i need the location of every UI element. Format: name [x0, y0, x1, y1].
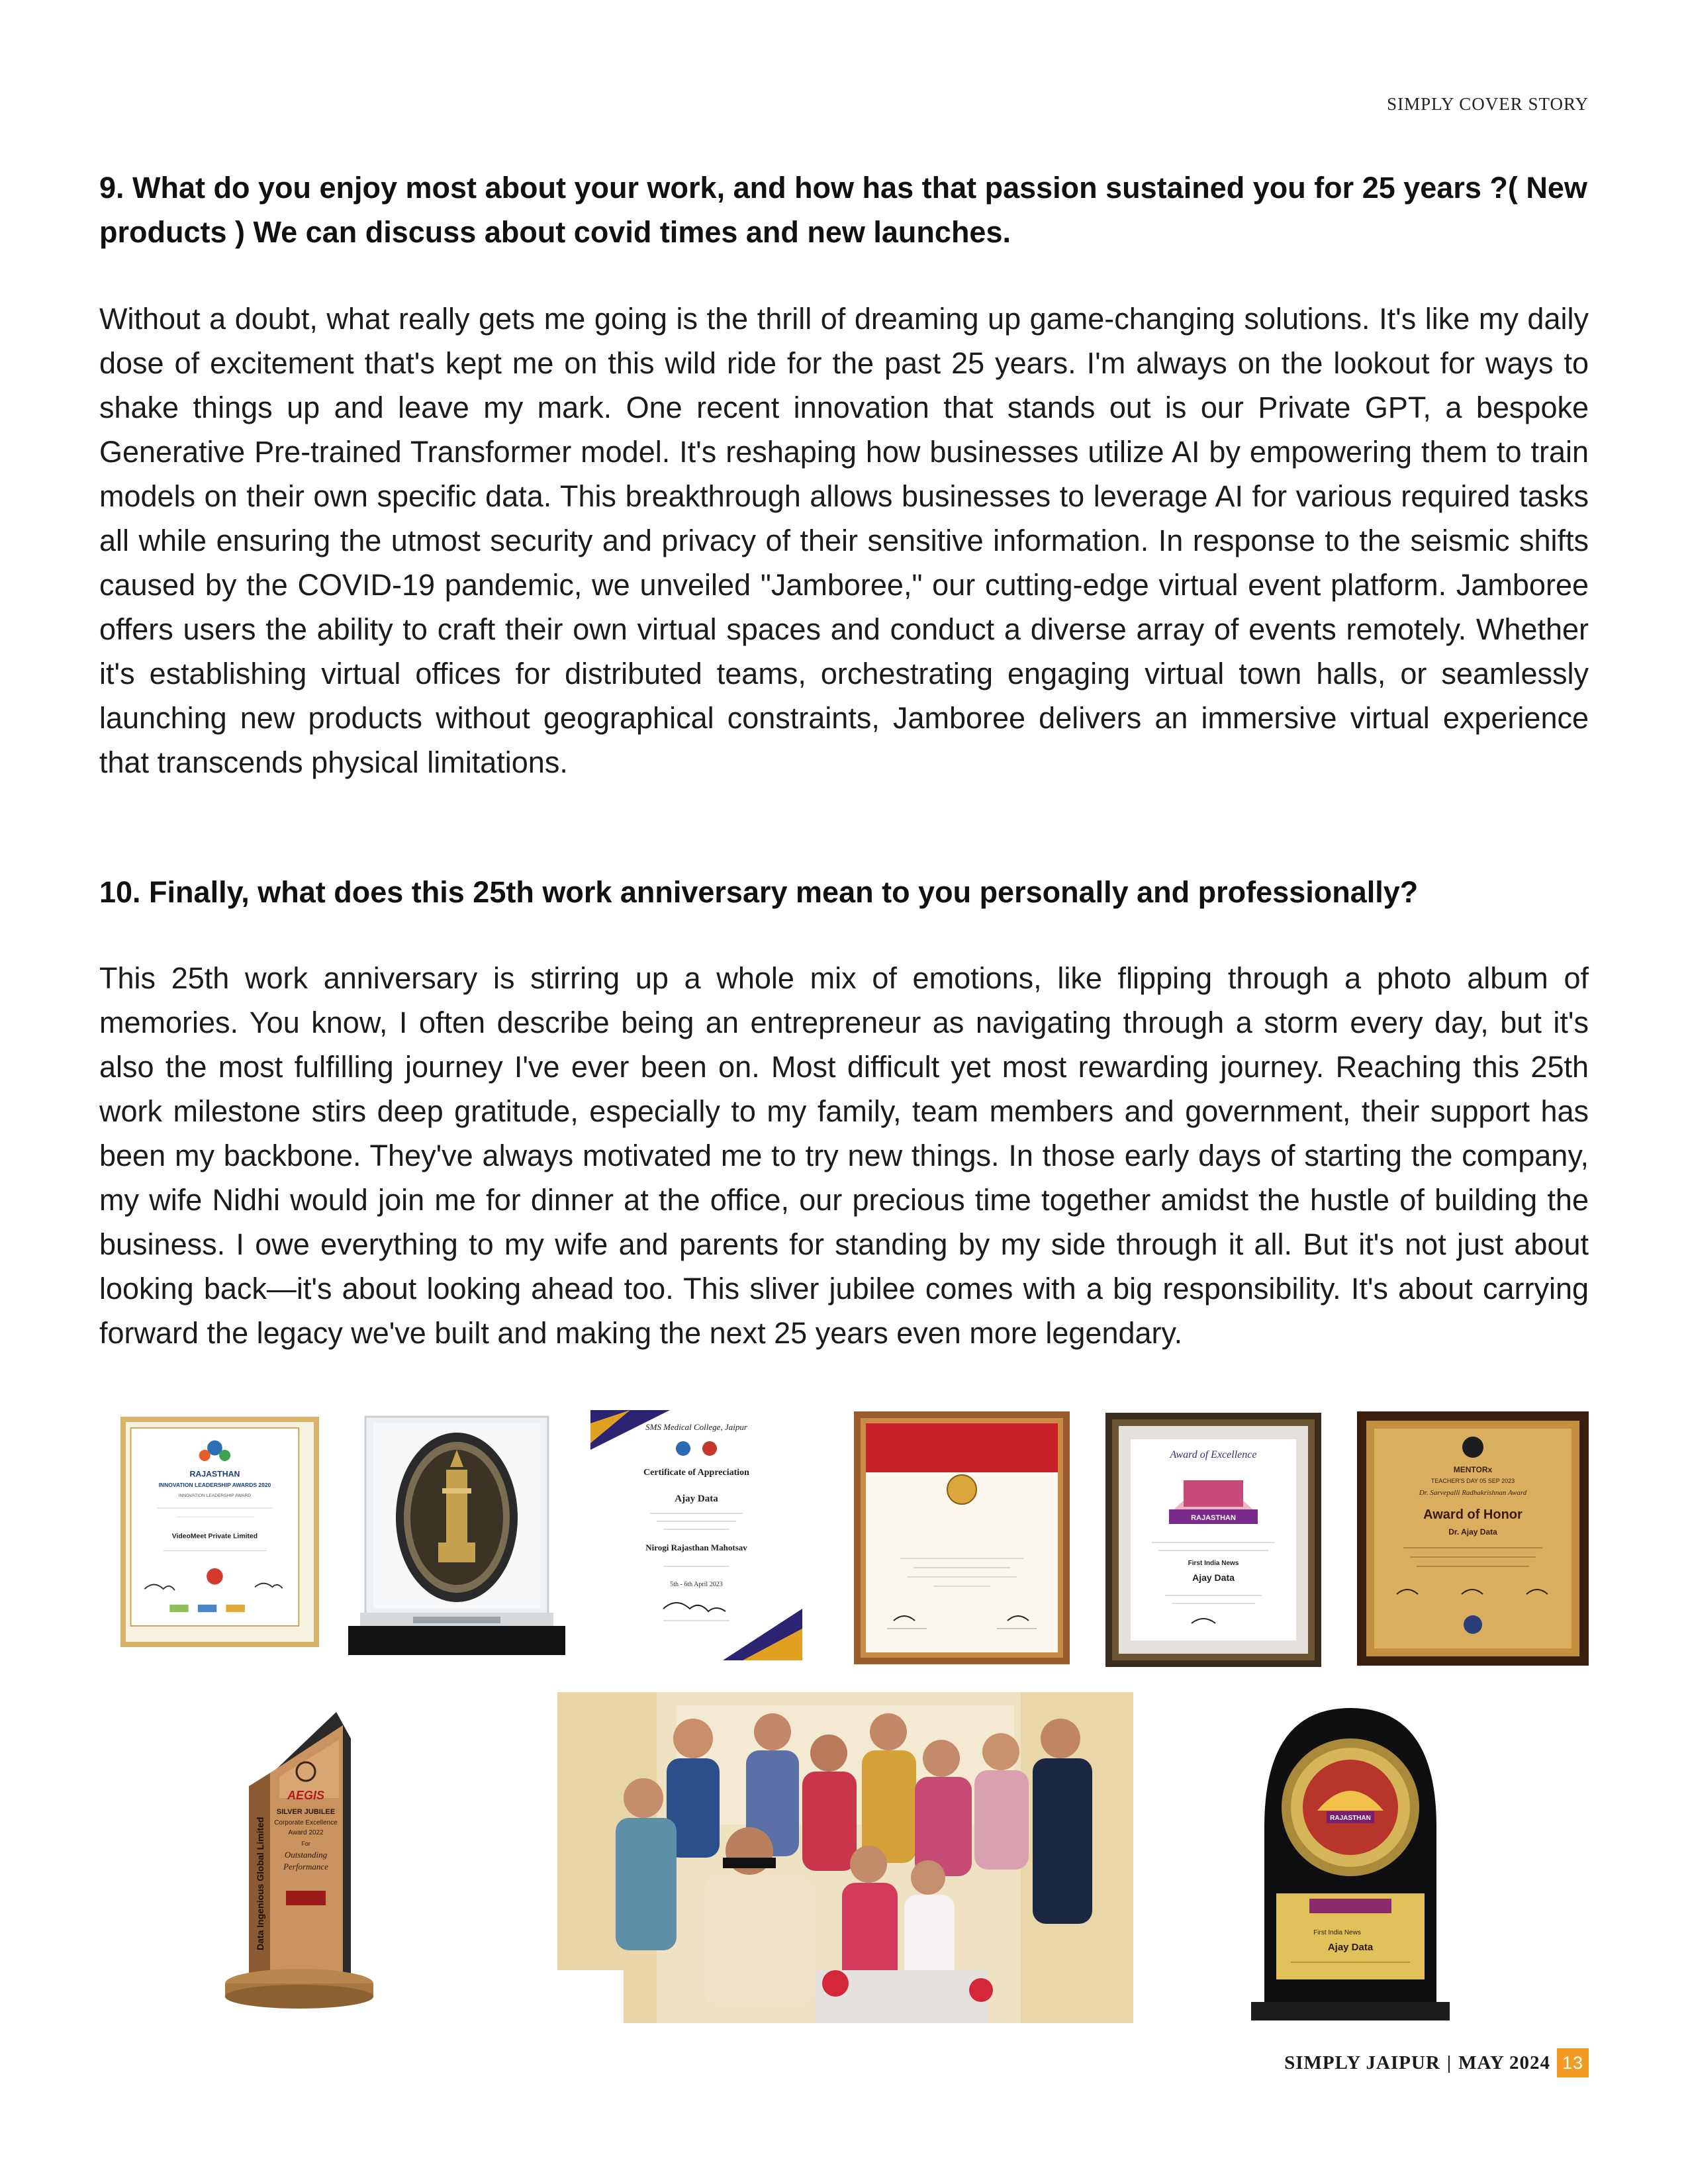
question-10: 10. Finally, what does this 25th work anniversary mean to you personally and professionally?: [99, 875, 1419, 909]
rajasthan-trophy-recipient: Ajay Data: [1327, 1942, 1374, 1953]
aegis-line3: Award 2022: [288, 1829, 324, 1836]
answer-9: Without a doubt, what really gets me going is the thrill of dreaming up game-changing solutions. It's like my daily dose of excitement that's kept me on this wild ride for the past 25 years. I'm always on the lookout for ways to shake things up and leave my mark. One recent innovation that stands out is our Private GPT, a bespoke Generative Pre-trained Transformer model. It's reshaping how businesses utilize AI by empowering them to train models on their own specific data. This breakthrough allows businesses to leverage AI for various required tasks all while ensuring the utmost security and privacy of their sensitive information. In response to the seismic shifts caused by the COVID-19 pandemic, we unveiled "Jamboree," our cutting-edge virtual event platform. Jamboree offers users the ability to craft their own virtual spaces and conduct a diverse array of events remotely. Whether it's establishing virtual offices for distributed teams, orchestrating engaging virtual town halls, or seamlessly launching new products without geographical constraints, Jamboree delivers an immersive virtual experience that transcends physical limitations.: [99, 302, 1589, 779]
aegis-line4: Outstanding: [284, 1850, 328, 1860]
jeewan-jagrati-certificate: [854, 1411, 1070, 1664]
footer-publication: SIMPLY JAIPUR: [1284, 2052, 1440, 2073]
footer-issue: MAY 2024: [1458, 2052, 1550, 2073]
excellence-title: Award of Excellence: [1170, 1449, 1257, 1460]
rajasthan-trophy-presenter: First India News: [1313, 1929, 1361, 1936]
mentorx-subtitle: Dr. Sarvepalli Radhakrishnan Award: [1419, 1489, 1527, 1497]
excellence-award-frame: [1105, 1413, 1321, 1667]
mentorx-brand: MENTORx: [1453, 1465, 1493, 1474]
aegis-line2: Corporate Excellence: [274, 1819, 338, 1827]
rajasthan-trophy-brand: RAJASTHAN: [1330, 1815, 1371, 1822]
aegis-line1: SILVER JUBILEE: [276, 1808, 336, 1816]
innovation-award-category: INNOVATION LEADERSHIP AWARD: [178, 1493, 252, 1498]
sms-college-name: SMS Medical College, Jaipur: [645, 1422, 747, 1432]
mentorx-recipient: Dr. Ajay Data: [1448, 1527, 1497, 1537]
innovation-award-certificate: [120, 1417, 319, 1647]
answer-10: This 25th work anniversary is stirring up a whole mix of emotions, like flipping through a photo album of memories. You know, I often describe being an entrepreneur as navigating through a storm every day, but it's also the most fulfilling journey I've ever been on. Most difficult yet most rewarding journey. Reaching this 25th work milestone stirs deep gratitude, especially to my family, team members and government, their support has been my backbone. They've always motivated me to try new things. In those early days of starting the company, my wife Nidhi would join me for dinner at the office, our precious time together amidst the hustle of building the business. I owe everything to my wife and parents for standing by my side through it all. But it's not just about looking back—it's about looking ahead too. This sliver jubilee comes with a big responsibility. It's about carrying forward the legacy we've built and making the next 25 years even more legendary.: [99, 961, 1589, 1350]
sms-certificate-title: Certificate of Appreciation: [643, 1468, 749, 1478]
glass-trophy-photo: [340, 1410, 572, 1660]
mentorx-title: Award of Honor: [1423, 1507, 1523, 1522]
sms-recipient-name: Ajay Data: [675, 1494, 718, 1504]
excellence-brand: RAJASTHAN: [1191, 1514, 1236, 1522]
aegis-line5: Performance: [283, 1862, 328, 1872]
page-footer: [1284, 2048, 1589, 2077]
mentorx-award-plaque: [1357, 1411, 1589, 1666]
innovation-award-subtitle: INNOVATION LEADERSHIP AWARDS 2020: [158, 1481, 271, 1488]
sms-medical-certificate: [590, 1410, 802, 1660]
page-number: 13: [1557, 2048, 1589, 2077]
section-label: SIMPLY COVER STORY: [1387, 94, 1589, 114]
footer-separator: |: [1446, 2052, 1452, 2073]
aegis-side-text: Data Ingenious Global Limited: [255, 1817, 265, 1950]
rajasthan-award-trophy: [1238, 1695, 1463, 2020]
aegis-brand: AEGIS: [287, 1789, 325, 1802]
excellence-presenter: First India News: [1188, 1560, 1239, 1567]
excellence-recipient: Ajay Data: [1192, 1572, 1235, 1583]
family-group-photo: [557, 1692, 1133, 2023]
sms-event-name: Nirogi Rajasthan Mahotsav: [645, 1543, 747, 1552]
sms-event-date: 5th - 6th April 2023: [670, 1581, 723, 1588]
innovation-award-title: RAJASTHAN: [189, 1469, 240, 1479]
mentorx-event: TEACHER'S DAY 05 SEP 2023: [1430, 1478, 1515, 1484]
aegis-silver-jubilee-trophy: [207, 1699, 377, 2010]
question-9: 9. What do you enjoy most about your work, and how has that passion sustained you for 25 years ?( New products ) We can discuss about covid times and new launches.: [99, 171, 1587, 249]
aegis-for: For: [301, 1840, 310, 1847]
innovation-award-recipient: VideoMeet Private Limited: [171, 1533, 258, 1541]
